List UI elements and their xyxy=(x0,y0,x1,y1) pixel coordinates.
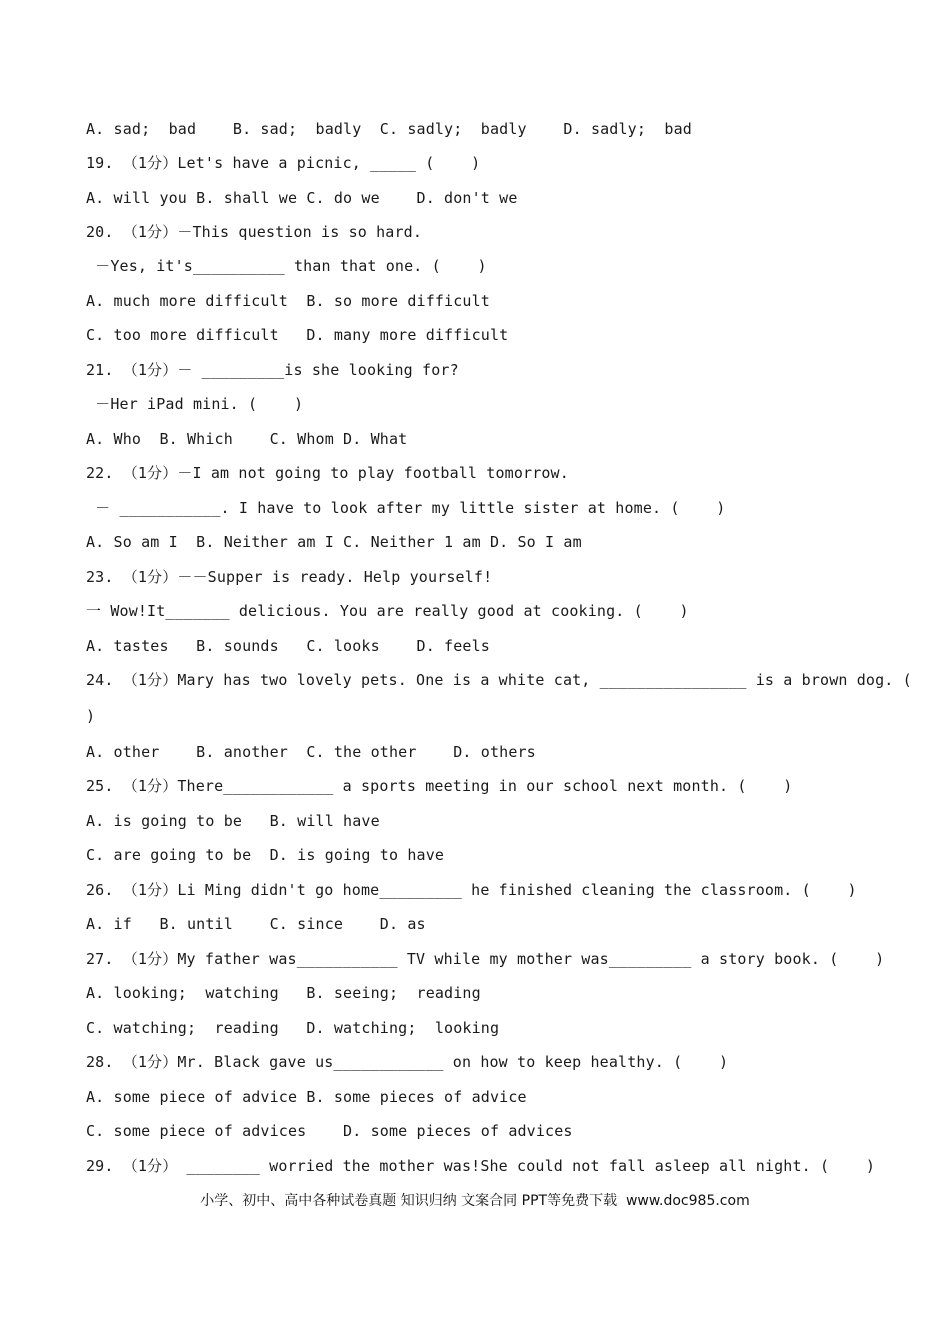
text-line: ) xyxy=(86,707,96,725)
text-line: － ___________. I have to look after my little sister at home. ( ) xyxy=(86,499,726,517)
text-line: C. watching; reading D. watching; looking xyxy=(86,1019,500,1037)
text-line: A. Who B. Which C. Whom D. What xyxy=(86,430,408,448)
text-line: A. if B. until C. since D. as xyxy=(86,915,426,933)
question-29: 29. （1分） ________ worried the mother was!She could not fall asleep all night. ( ) xyxy=(86,1157,876,1175)
question-23: 23. （1分）－－Supper is ready. Help yourself! xyxy=(86,568,493,586)
text-line: C. are going to be D. is going to have xyxy=(86,846,445,864)
question-19: 19. （1分）Let's have a picnic, _____ ( ) xyxy=(86,154,481,172)
question-22: 22. （1分）－I am not going to play football tomorrow. xyxy=(86,464,569,482)
text-line: A. So am I B. Neither am I C. Neither 1 am D. So I am xyxy=(86,533,582,551)
text-line: －Her iPad mini. ( ) xyxy=(86,395,304,413)
question-24: 24. （1分）Mary has two lovely pets. One is a white cat, ________________ is a brown dog. ( xyxy=(86,671,912,689)
question-26: 26. （1分）Li Ming didn't go home_________ he finished cleaning the classroom. ( ) xyxy=(86,881,857,899)
question-27: 27. （1分）My father was___________ TV while my mother was_________ a story book. ( ) xyxy=(86,950,885,968)
question-25: 25. （1分）There____________ a sports meeting in our school next month. ( ) xyxy=(86,777,793,795)
question-20: 20. （1分）－This question is so hard. xyxy=(86,223,423,241)
text-line: A. sad; bad B. sad; badly C. sadly; badly D. sadly; bad xyxy=(86,120,692,138)
text-line: C. some piece of advices D. some pieces of advices xyxy=(86,1122,573,1140)
question-28: 28. （1分）Mr. Black gave us____________ on how to keep healthy. ( ) xyxy=(86,1053,729,1071)
text-line: A. tastes B. sounds C. looks D. feels xyxy=(86,637,490,655)
text-line: C. too more difficult D. many more difficult xyxy=(86,326,509,344)
text-line: 一 Wow!It_______ delicious. You are really good at cooking. ( ) xyxy=(86,602,689,620)
question-21: 21. （1分）－ _________is she looking for? xyxy=(86,361,459,379)
text-line: －Yes, it's__________ than that one. ( ) xyxy=(86,257,487,275)
text-line: A. will you B. shall we C. do we D. don't we xyxy=(86,189,518,207)
text-line: A. looking; watching B. seeing; reading xyxy=(86,984,481,1002)
page-footer: 小学、初中、高中各种试卷真题 知识归纳 文案合同 PPT等免费下载 www.doc985.com xyxy=(200,1193,750,1209)
text-line: A. other B. another C. the other D. others xyxy=(86,743,536,761)
text-line: A. some piece of advice B. some pieces of advice xyxy=(86,1088,527,1106)
text-line: A. is going to be B. will have xyxy=(86,812,380,830)
text-line: A. much more difficult B. so more difficult xyxy=(86,292,490,310)
